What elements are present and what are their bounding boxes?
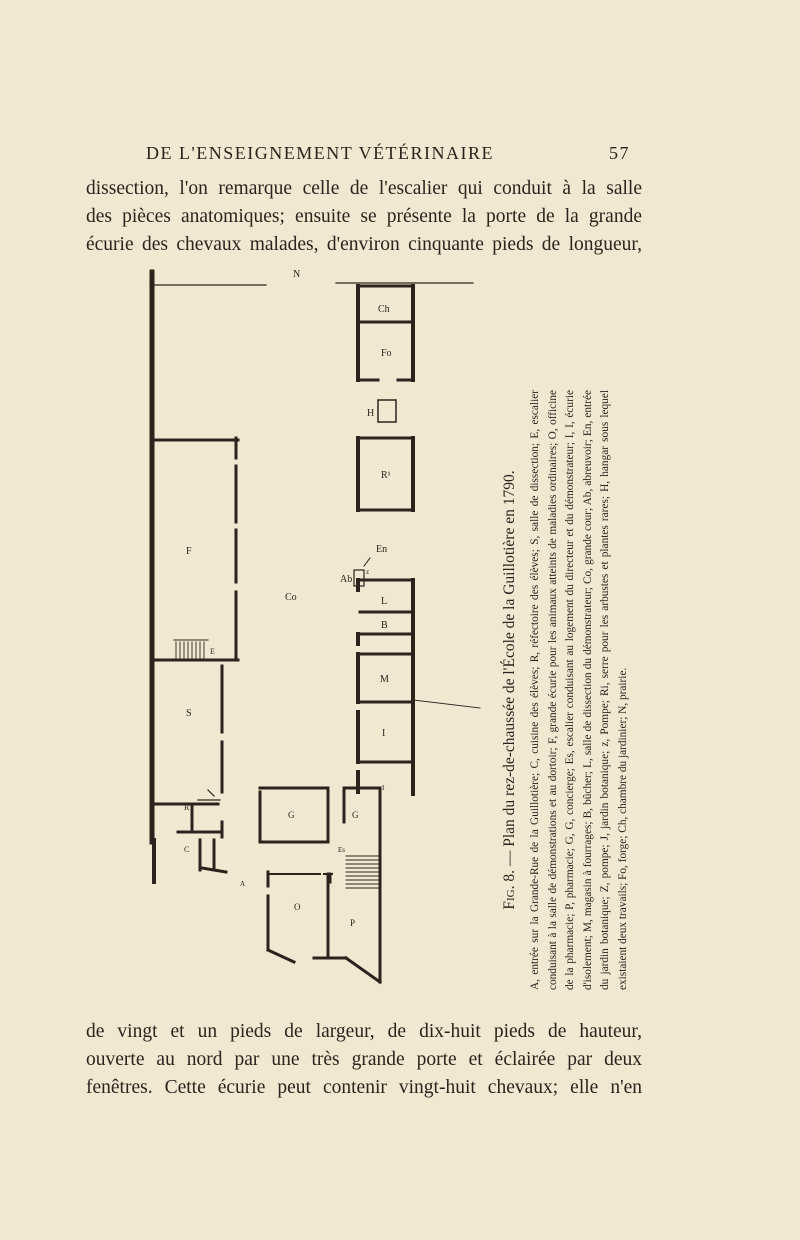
label-b: B [381,620,388,631]
label-c: C [184,845,190,854]
text-line: de vingt et un pieds de largeur, de dix-huit pieds de hauteur, [86,1021,642,1042]
label-co: Co [285,592,297,603]
text-line: ouverte au nord par une très grande porte et éclairée par deux [86,1049,642,1070]
floor-plan-drawing [148,262,493,1002]
label-g2: G [352,810,359,820]
label-e: E [210,647,215,656]
text-line: fenêtres. Cette écurie peut contenir vingt-huit chevaux; elle n'en [86,1077,642,1098]
label-h: H [367,408,375,419]
text-line: écurie des chevaux malades, d'environ cinquante pieds de longueur, [86,234,642,255]
label-ch: Ch [378,304,390,315]
label-r: R [184,803,190,812]
text-line: dissection, l'on remarque celle de l'escalier qui conduit à la salle [86,178,642,199]
label-i2: I [382,784,385,792]
caption-title-text: — Plan du rez-de-chaussée de l'École de la Guillotière en 1790. [501,470,519,867]
caption-title [497,390,523,990]
label-p: P [350,918,356,928]
paragraph-bottom [86,1018,642,1102]
caption-legend: A, entrée sur la Grande-Rue de la Guillotière; C, cuisine des élèves; R, réfectoire des élèves; S, salle de dissection; E, escalier conduisant à la salle de démonstrations et au dortoir; F, grande écurie pour les animaux atteints de maladies ordinaires; O, officine de la pharmacie; P, pharmacie; G, G, concierge; Es, escalier conduisant au logement du directeur et du démonstrateur; I, I, écurie d'isolement; M, magasin à fourrages; B, bûcher; L, salle de dissection du démonstrateur; Co, grande cour; Ab, abreuvoir; En, entrée du jardin botanique; Z, pompe; J, jardin botanique; z, Pompe; Ri, serre pour les arbustes et plantes rares; H, hangar sous lequel existaient deux travails; Fo, forge; Ch, chambre du jardinier; N, prairie. [529,390,630,990]
label-a: A [240,880,246,888]
page-number: 57 [609,143,630,163]
label-i: I [382,728,386,739]
running-title: DE L'ENSEIGNEMENT VÉTÉRINAIRE [146,143,495,163]
figure-caption [495,380,635,1000]
floor-plan-figure [148,262,493,1002]
label-f: F [186,546,192,557]
label-m: M [380,674,389,685]
paragraph-top [86,175,642,259]
label-es: Es [338,846,345,854]
figure-number: Fig. 8. [501,870,519,910]
label-r1: R¹ [381,470,391,481]
label-north: N [293,269,301,280]
text-line: des pièces anatomiques; ensuite se présente la porte de la grande [86,206,642,227]
label-en: En [376,544,388,555]
label-l: L [381,596,388,607]
label-s: S [186,708,192,719]
label-o: O [294,902,301,912]
label-ab: Ab [340,574,353,585]
label-fo: Fo [381,348,392,359]
label-z: z [366,568,370,576]
label-g1: G [288,810,295,820]
